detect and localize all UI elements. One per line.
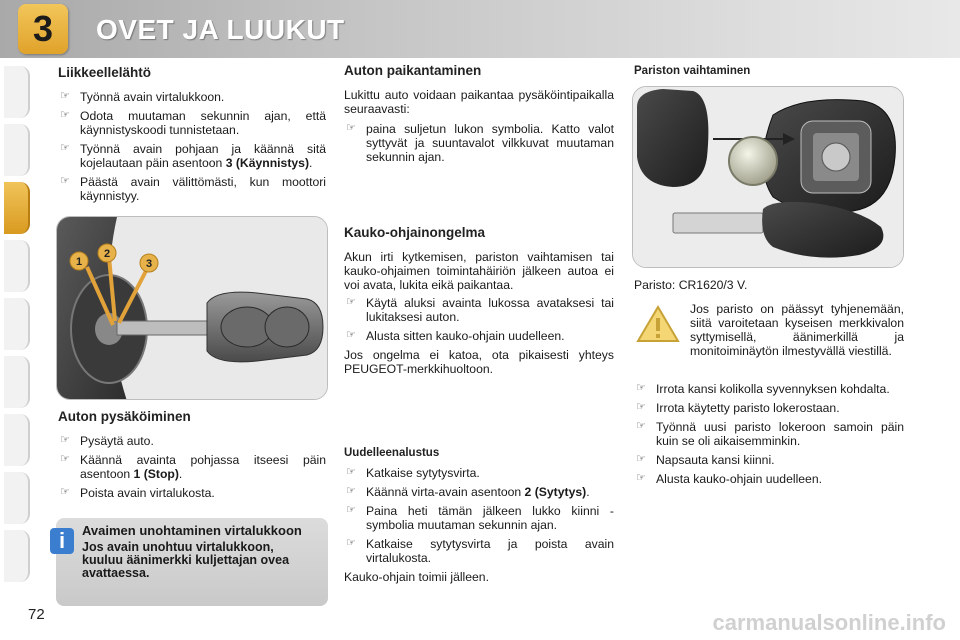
list-item: ☞ Paina heti tämän jälkeen lukko kiinni -symbolia muutaman sekunnin ajan. (344, 504, 614, 532)
chapter-tab[interactable] (4, 472, 30, 524)
position-label-2: 2 (103, 248, 111, 260)
battery-steps (634, 382, 904, 486)
battery-type: Paristo: CR1620/3 V. (634, 278, 748, 292)
right-column (634, 64, 904, 78)
remote-problem-section (344, 226, 614, 376)
list-item: ☞ Työnnä uusi paristo lokeroon samoin päin kuin se oli aikaisemminkin. (634, 420, 904, 448)
watermark: carmanualsonline.info (712, 610, 946, 635)
list-item: ☞ Käännä avainta pohjassa itseesi päin asentoon 1 (Stop). (58, 453, 326, 481)
info-box-text: Jos avain unohtuu virtalukkoon, kuuluu äänimerkki kuljettajan ovea avattaessa. (82, 540, 290, 580)
list-item: ☞ Käännä virta-avain asentoon 2 (Sytytys). (344, 485, 614, 499)
list-item: ☞ Katkaise sytytysvirta. (344, 466, 614, 480)
section-title-reinit: Uudelleenalustus (344, 447, 440, 459)
chapter-tab[interactable] (4, 530, 30, 582)
chapter-tab[interactable] (4, 124, 30, 176)
position-label-3: 3 (145, 258, 153, 270)
reinit-steps (344, 466, 614, 565)
page-header (0, 0, 960, 58)
page-number: 72 (28, 606, 45, 623)
locate-steps (344, 122, 614, 164)
chapter-tab-active[interactable] (4, 182, 30, 234)
list-item: ☞ Katkaise sytytysvirta ja poista avain virtalukosta. (344, 537, 614, 565)
warning-icon (636, 304, 680, 344)
section-title-parking: Auton pysäköiminen (58, 409, 191, 424)
chapter-tab[interactable] (4, 414, 30, 466)
list-item: ☞ Poista avain virtalukosta. (58, 486, 326, 500)
list-item: ☞ Napsauta kansi kiinni. (634, 453, 904, 467)
battery-warning-text: Jos paristo on päässyt tyhjenemään, siitä varoitetaan kyseisen merkkivalon syttymisellä, äänimerkillä ja monitoiminäytön ilmestyvällä viestillä. (690, 302, 904, 358)
chapter-tabs (0, 58, 32, 578)
battery-warning (690, 302, 904, 358)
list-item: ☞ Alusta sitten kauko-ohjain uudelleen. (344, 329, 614, 343)
list-item: ☞ Alusta kauko-ohjain uudelleen. (634, 472, 904, 486)
locate-intro: Lukittu auto voidaan paikantaa pysäköintipaikalla seuraavasti: (344, 88, 614, 116)
start-steps (58, 90, 326, 203)
battery-illustration (633, 87, 904, 268)
parking-steps (58, 434, 326, 500)
ignition-key-image (56, 216, 328, 400)
chapter-tab[interactable] (4, 240, 30, 292)
list-item: ☞ Päästä avain välittömästi, kun moottori käynnistyy. (58, 175, 326, 203)
battery-replacement-image (632, 86, 904, 268)
parking-section (58, 410, 326, 505)
chapter-title: OVET JA LUUKUT (96, 14, 345, 45)
section-title-remote-problem: Kauko-ohjainongelma (344, 225, 486, 240)
remote-problem-steps (344, 296, 614, 343)
list-item: ☞ Irrota käytetty paristo lokerostaan. (634, 401, 904, 415)
info-icon: i (50, 528, 74, 554)
chapter-tab[interactable] (4, 298, 30, 350)
battery-info (634, 278, 904, 292)
reinit-footer: Kauko-ohjain toimii jälleen. (344, 570, 489, 584)
list-item: ☞ Käytä aluksi avainta lukossa avataksesi tai lukitaksesi auton. (344, 296, 614, 324)
list-item: ☞ Pysäytä auto. (58, 434, 326, 448)
remote-problem-text: Akun irti kytkemisen, pariston vaihtamisen tai kauko-ohjaimen toimintahäiriön jälkeen autoa ei voi avata, lukita eikä paikantaa. (344, 250, 614, 292)
left-column (58, 66, 326, 208)
chapter-tab[interactable] (4, 66, 30, 118)
list-item: ☞ paina suljetun lukon symbolia. Katto valot syttyvät ja suuntavalot vilkkuvat muutaman sekunnin ajan. (344, 122, 614, 164)
list-item: ☞ Työnnä avain virtalukkoon. (58, 90, 326, 104)
list-item: ☞ Irrota kansi kolikolla syvennyksen kohdalta. (634, 382, 904, 396)
remote-problem-footer: Jos ongelma ei katoa, ota pikaisesti yhteys PEUGEOT-merkkihuoltoon. (344, 348, 614, 376)
section-title-battery: Pariston vaihtaminen (634, 65, 751, 77)
list-item: ☞ Työnnä avain pohjaan ja käännä sitä kojelautaan päin asentoon 3 (Käynnistys). (58, 142, 326, 170)
list-item: ☞ Odota muutaman sekunnin ajan, että käynnistyskoodi tunnistetaan. (58, 109, 326, 137)
ignition-illustration (57, 217, 328, 400)
chapter-badge: 3 (18, 4, 68, 54)
info-box-title: Avaimen unohtaminen virtalukkoon (82, 523, 302, 538)
middle-column (344, 64, 614, 169)
section-title-start: Liikkeellelähtö (58, 65, 152, 80)
battery-steps-section (634, 376, 904, 491)
chapter-tab[interactable] (4, 356, 30, 408)
info-box (56, 518, 328, 606)
section-title-locate: Auton paikantaminen (344, 63, 482, 78)
position-label-1: 1 (75, 256, 83, 268)
reinit-section (344, 446, 614, 584)
